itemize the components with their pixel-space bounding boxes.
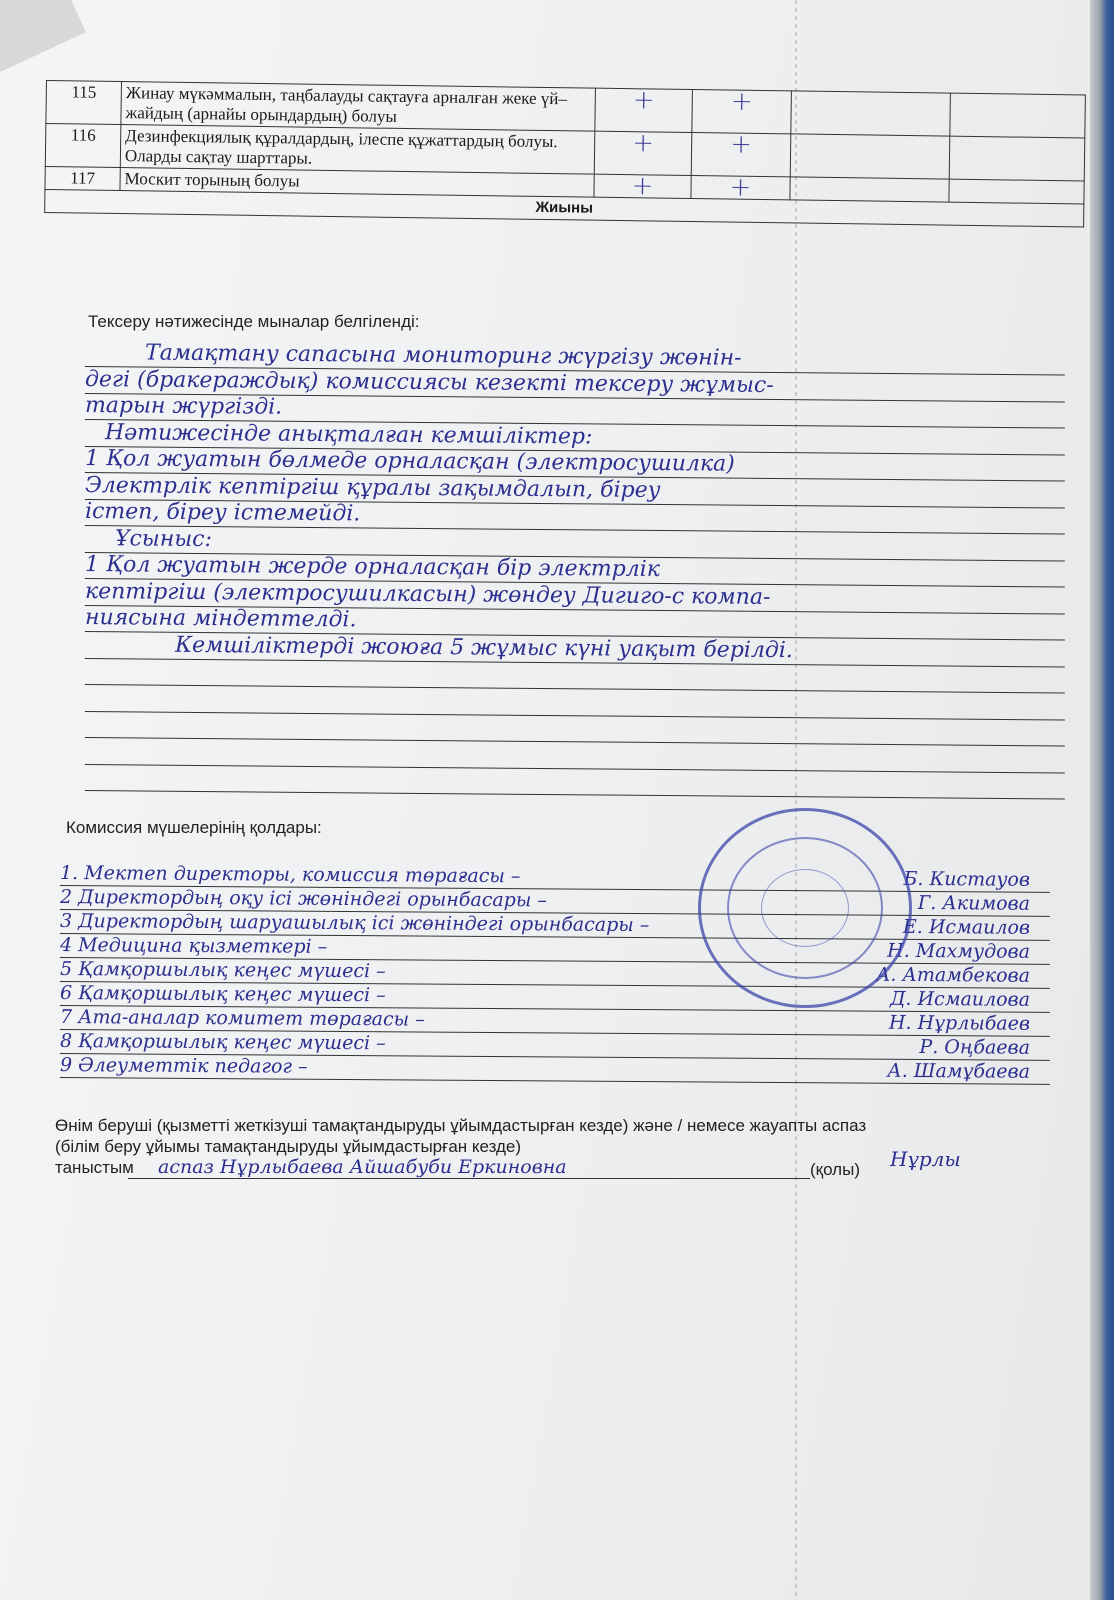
handwritten-line: Ұсыныс: <box>85 526 1065 561</box>
handwritten-line: Кемшіліктерді жоюға 5 жұмыс күні уақыт берілді. <box>85 632 1065 667</box>
row-number: 115 <box>46 81 122 125</box>
mark-cell-1: + <box>595 88 693 132</box>
member-name: Г. Акимова <box>917 891 1031 915</box>
mark-cell-2: + <box>691 133 791 177</box>
member-role: 1. Мектеп директоры, комиссия төрағасы – <box>59 862 521 888</box>
member-name: Д. Исмаилова <box>889 987 1031 1011</box>
handwritten-line: Тамақтану сапасына мониторинг жүргізу жөнін- <box>85 340 1065 375</box>
commission-label: Комиссия мүшелерінің қолдары: <box>66 818 322 837</box>
cook-signature: Нұрлы <box>890 1147 961 1171</box>
fold-crease <box>795 0 797 1600</box>
acknowledgement-row <box>55 1147 1055 1181</box>
row-text: Жинау мүкәммалын, таңбалауды сақтауға арналған жеке үй–жайдың (арнайы орындардың) болуы <box>121 82 596 132</box>
member-role: 4 Медицина қызметкері – <box>59 934 328 958</box>
binder-edge <box>1090 0 1114 1600</box>
findings-handwritten-block <box>85 340 1065 791</box>
row-number: 117 <box>45 166 120 190</box>
row-number: 116 <box>45 124 121 168</box>
member-role: 7 Ата-аналар комитет төрағасы – <box>59 1006 425 1031</box>
row-text: Москит торының болуы <box>120 168 594 198</box>
signature-label: (қолы) <box>810 1160 860 1179</box>
member-name: А. Шамұбаева <box>887 1059 1031 1083</box>
handwritten-line: 1 Қол жуатын жерде орналасқан бір электрлік <box>85 552 1065 587</box>
member-name: Н. Нұрлыбаев <box>888 1011 1031 1035</box>
stamp-center <box>761 869 849 947</box>
member-name: Н. Махмудова <box>887 939 1031 963</box>
folded-corner <box>0 0 86 79</box>
member-role: 8 Қамқоршылық кеңес мүшесі – <box>59 1030 386 1055</box>
handwritten-line: дегі (бракераждық) комиссиясы кезекті тексеру жұмыс- <box>85 367 1065 402</box>
member-role: 9 Әлеуметтік педагог – <box>59 1054 308 1078</box>
empty-cell <box>791 91 951 136</box>
member-name: Б. Кистауов <box>903 867 1031 891</box>
producer-acknowledgement <box>55 1115 1055 1181</box>
official-stamp <box>698 808 912 1008</box>
member-name: А. Атамбекова <box>875 963 1031 987</box>
handwritten-line: 1 Қол жуатын бөлмеде орналасқан (электросушилка) <box>85 446 1065 481</box>
member-role: 6 Қамқоршылық кеңес мүшесі – <box>59 982 386 1007</box>
handwritten-line: Электрлік кептіргіш құралы зақымдалып, біреу <box>85 473 1065 508</box>
empty-cell <box>949 136 1085 181</box>
handwritten-line: Нәтижесінде анықталған кемшіліктер: <box>85 420 1065 455</box>
handwritten-cook-name: аспаз Нұрлыбаева Айшабуби Еркиновна <box>128 1157 810 1179</box>
total-label: Жиыны <box>45 189 1084 227</box>
handwritten-line: істеп, біреу істемейді. <box>85 499 1065 534</box>
row-text: Дезинфекциялық құралдардың, ілеспе құжаттардың болуы. Оларды сақтау шарттары. <box>120 125 595 175</box>
handwritten-line: ниясына міндеттелді. <box>85 605 1065 640</box>
producer-line-1: Өнім беруші (қызметті жеткізуші тамақтандыруды ұйымдастырған кезде) және / немесе жауапты аспаз <box>55 1116 867 1135</box>
acknowledged-label: таныстым <box>55 1158 134 1177</box>
producer-line-2: (білім беру ұйымы тамақтандыруды ұйымдастырған кезде) <box>55 1137 522 1156</box>
member-name: Е. Исмаилов <box>902 915 1031 939</box>
member-name: Р. Оңбаева <box>919 1036 1031 1059</box>
inspection-table <box>44 80 1086 228</box>
mark-cell-1: + <box>594 131 692 175</box>
mark-cell-2: + <box>692 90 792 134</box>
empty-cell <box>949 179 1084 204</box>
member-role: 5 Қамқоршылық кеңес мүшесі – <box>59 958 386 983</box>
mark-cell-1: + <box>594 174 691 198</box>
findings-label: Тексеру нәтижесінде мыналар белгіленді: <box>88 312 420 331</box>
member-role: 3 Директордың шаруашылық ісі жөніндегі орынбасары – <box>59 910 650 937</box>
empty-cell <box>790 177 949 202</box>
mark-cell-2: + <box>691 176 790 200</box>
handwritten-line: кептіргіш (электросушилкасын) жөндеу Дигиго-с компа- <box>85 579 1065 614</box>
empty-cell <box>790 134 950 179</box>
empty-cell <box>950 93 1086 138</box>
handwritten-line: тарын жүргізді. <box>85 393 1065 428</box>
member-role: 2 Директордың оқу ісі жөніндегі орынбасары – <box>59 886 547 912</box>
